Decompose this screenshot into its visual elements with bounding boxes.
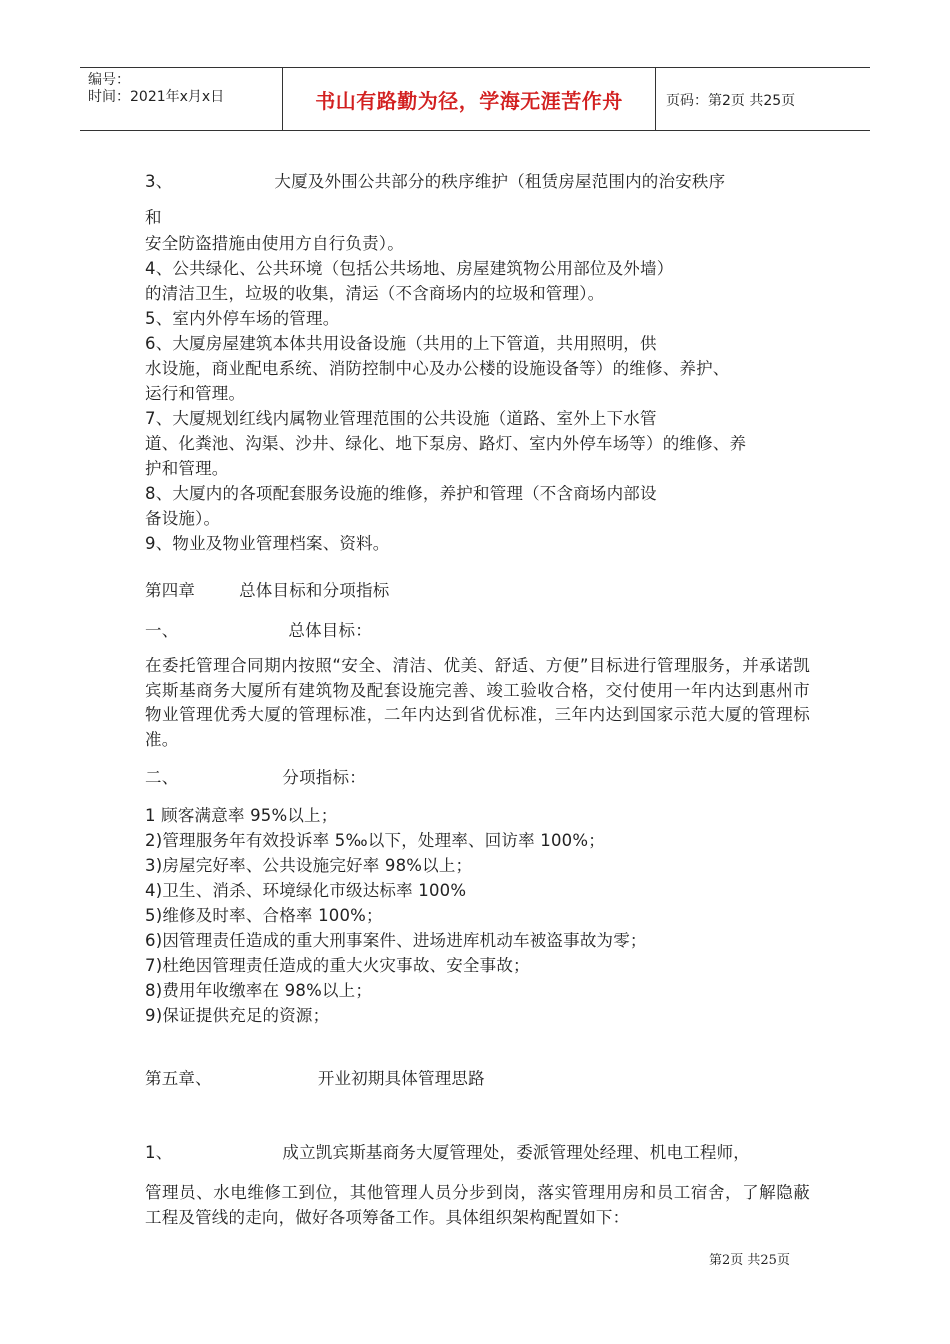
scope-item-9: 9、物业及物业管理档案、资料。 bbox=[145, 534, 390, 553]
section-number: 二、 bbox=[145, 768, 179, 787]
section-2-heading bbox=[145, 767, 366, 789]
scope-item-6: 6、大厦房屋建筑本体共用设备设施（共用的上下管道，共用照明，供 bbox=[145, 334, 657, 353]
indicator-item: 9)保证提供充足的资源； bbox=[145, 1006, 330, 1025]
section-title: 总体目标： bbox=[288, 621, 372, 640]
chapter-title: 总体目标和分项指标 bbox=[239, 581, 390, 600]
item-number: 1、 bbox=[145, 1143, 173, 1162]
header-motto: 书山有路勤为径，学海无涯苦作舟 bbox=[315, 88, 623, 113]
indicator-item: 2)管理服务年有效投诉率 5‰以下，处理率、回访率 100%； bbox=[145, 831, 605, 850]
indicator-item: 1 顾客满意率 95%以上； bbox=[145, 806, 338, 825]
chapter-5-item-1-body: 管理员、水电维修工到位，其他管理人员分步到岗，落实管理用房和员工宿舍，了解隐蔽工程及管线的走向，做好各项筹备工作。具体组织架构配置如下： bbox=[145, 1183, 810, 1227]
item-text: 成立凯宾斯基商务大厦管理处，委派管理处经理、机电工程师， bbox=[282, 1143, 751, 1162]
document-number-label: 编号： bbox=[88, 72, 130, 88]
chapter-5-heading bbox=[145, 1068, 485, 1090]
header-divider bbox=[655, 68, 656, 130]
document-time-label: 时间：2021年x月x日 bbox=[88, 89, 225, 105]
scope-item-3-cont: 和 bbox=[145, 208, 162, 227]
page-header bbox=[80, 67, 870, 131]
scope-item-4: 4、公共绿化、公共环境（包括公共场地、房屋建筑物公用部位及外墙） bbox=[145, 259, 674, 278]
indicator-item: 7)杜绝因管理责任造成的重大火灾事故、安全事故； bbox=[145, 956, 530, 975]
scope-item-5: 5、室内外停车场的管理。 bbox=[145, 309, 340, 328]
indicator-item: 3)房屋完好率、公共设施完好率 98%以上； bbox=[145, 856, 473, 875]
scope-item-6-cont: 水设施，商业配电系统、消防控制中心及办公楼的设施设备等）的维修、养护、 bbox=[145, 359, 730, 378]
section-title: 分项指标： bbox=[282, 768, 366, 787]
scope-item-6-cont: 运行和管理。 bbox=[145, 384, 246, 403]
chapter-number: 第四章 bbox=[145, 581, 196, 600]
indicator-item: 8)费用年收缴率在 98%以上； bbox=[145, 981, 373, 1000]
scope-item-3 bbox=[145, 171, 725, 193]
scope-item-8-cont: 备设施）。 bbox=[145, 509, 221, 528]
header-page-number: 页码：第2页 共25页 bbox=[666, 93, 796, 109]
scope-item-4-cont: 的清洁卫生，垃圾的收集，清运（不含商场内的垃圾和管理）。 bbox=[145, 284, 605, 303]
scope-item-8: 8、大厦内的各项配套服务设施的维修，养护和管理（不含商场内部设 bbox=[145, 484, 657, 503]
item-number: 3、 bbox=[145, 172, 173, 191]
indicator-item: 4)卫生、消杀、环境绿化市级达标率 100% bbox=[145, 881, 467, 900]
chapter-number: 第五章、 bbox=[145, 1069, 212, 1088]
item-text: 大厦及外围公共部分的秩序维护（租赁房屋范围内的治安秩序 bbox=[274, 172, 726, 191]
section-1-heading bbox=[145, 620, 372, 642]
indicator-item: 5)维修及时率、合格率 100%； bbox=[145, 906, 383, 925]
scope-item-3-cont: 安全防盗措施由使用方自行负责）。 bbox=[145, 234, 404, 253]
section-number: 一、 bbox=[145, 621, 179, 640]
chapter-title: 开业初期具体管理思路 bbox=[317, 1069, 485, 1088]
header-meta bbox=[88, 72, 224, 106]
page-footer: 第2页 共25页 bbox=[709, 1253, 790, 1268]
indicator-item: 6)因管理责任造成的重大刑事案件、进场进库机动车被盗事故为零； bbox=[145, 931, 647, 950]
chapter-5-item-1 bbox=[145, 1142, 750, 1164]
scope-item-7-cont: 护和管理。 bbox=[145, 459, 229, 478]
scope-item-7: 7、大厦规划红线内属物业管理范围的公共设施（道路、室外上下水管 bbox=[145, 409, 657, 428]
overall-goal-paragraph: 在委托管理合同期内按照“安全、清洁、优美、舒适、方便”目标进行管理服务，并承诺凯宾斯基商务大厦所有建筑物及配套设施完善、竣工验收合格，交付使用一年内达到惠州市物业管理优秀大厦的管理标准，二年内达到省优标准，三年内达到国家示范大厦的管理标准。 bbox=[145, 656, 810, 749]
chapter-4-heading bbox=[145, 580, 389, 602]
scope-item-7-cont: 道、化粪池、沟渠、沙井、绿化、地下泵房、路灯、室内外停车场等）的维修、养 bbox=[145, 434, 747, 453]
